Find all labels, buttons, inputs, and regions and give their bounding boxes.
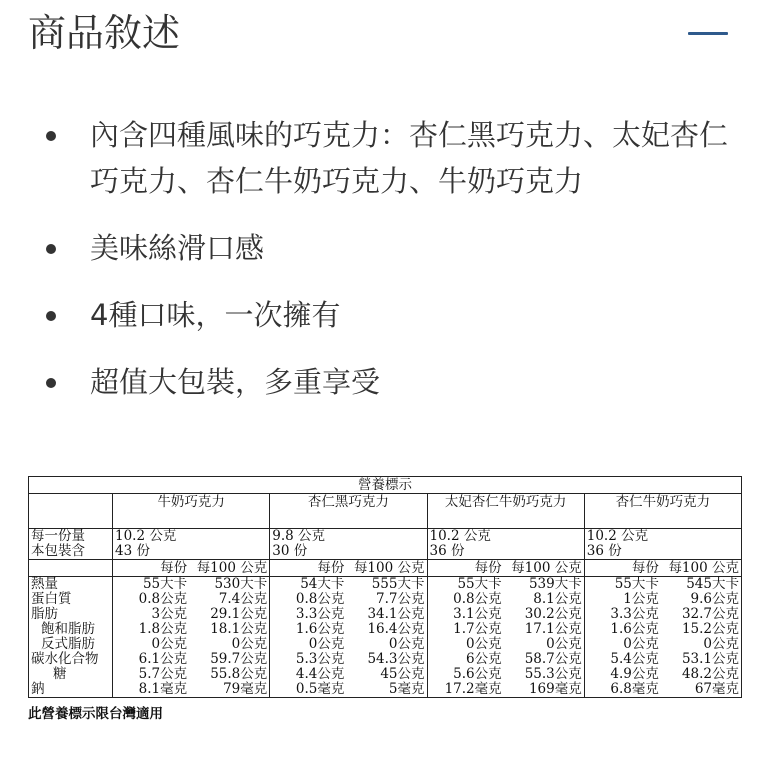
servings-count: 30 份 [272, 543, 308, 559]
per-100g-value: 54.3公克 [367, 651, 425, 667]
per-100g-value: 9.6公克 [690, 591, 739, 607]
per-100g-value: 48.2公克 [681, 666, 739, 682]
serving-size: 10.2 公克 [429, 528, 491, 544]
nutrient-values-col-3 [584, 577, 741, 698]
nutrient-value-row [587, 592, 739, 607]
per-100g-value: 0公克 [388, 636, 425, 652]
serving-size: 10.2 公克 [586, 528, 649, 544]
flavor-header: 杏仁黑巧克力 [270, 494, 427, 529]
per-100g-value: 53.1公克 [681, 651, 739, 667]
per-100g-value: 59.7公克 [210, 651, 268, 667]
nutrient-value-row [115, 622, 267, 637]
serving-values [270, 529, 427, 560]
nutrient-value-row [430, 637, 582, 652]
per-100g-value: 539大卡 [528, 576, 582, 592]
per-serving-value: 17.2毫克 [444, 681, 502, 697]
nutrient-value-row [115, 652, 267, 667]
nutrient-name: 蛋白質 [31, 591, 72, 607]
per-serving-value: 5.3公克 [295, 651, 345, 667]
list-item-text: 超值大包裝，多重享受 [90, 365, 381, 399]
servings-count: 43 份 [115, 543, 150, 559]
serving-values [584, 529, 741, 560]
per-serving-value: 1.6公克 [610, 621, 659, 637]
per-100g-value: 7.7公克 [376, 591, 425, 607]
nutrition-table [28, 476, 742, 698]
flavor-corner [29, 494, 113, 529]
per-header [270, 560, 427, 577]
per-serving-value: 6公克 [466, 651, 502, 667]
nutrient-value-row [272, 592, 424, 607]
list-item [40, 225, 740, 271]
nutrient-value-row [272, 667, 424, 682]
per-serving-value: 54大卡 [300, 576, 345, 592]
nutrient-value-row [587, 622, 739, 637]
per-100g-value: 8.1公克 [533, 591, 582, 607]
nutrient-value-row [587, 682, 739, 697]
per-serving-header: 每份 [631, 560, 659, 576]
per-header [584, 560, 741, 577]
nutrient-name: 熱量 [31, 576, 58, 592]
per-serving-value: 5.4公克 [610, 651, 659, 667]
nutrient-value-row [272, 637, 424, 652]
per-serving-value: 3.3公克 [610, 606, 659, 622]
nutrient-name: 鈉 [31, 681, 45, 697]
nutrition-label [28, 476, 744, 722]
per-serving-value: 0.8公克 [295, 591, 345, 607]
nutrient-value-row [587, 607, 739, 622]
bullet-icon [46, 311, 56, 321]
nutrient-value-row [272, 622, 424, 637]
list-item-text: 美味絲滑口感 [90, 231, 265, 265]
per-100g-value: 5毫克 [388, 681, 425, 697]
nutrient-name: 碳水化合物 [31, 651, 99, 667]
nutrient-value-row [430, 622, 582, 637]
nutrient-value-row [272, 607, 424, 622]
nutrient-name: 糖 [53, 666, 67, 682]
flavor-header: 杏仁牛奶巧克力 [584, 494, 741, 529]
per-serving-value: 0.8公克 [138, 591, 188, 607]
servings-count: 36 份 [586, 543, 622, 559]
per-header [113, 560, 270, 577]
nutrient-value-row [115, 607, 267, 622]
per-100g-value: 16.4公克 [367, 621, 425, 637]
per-serving-value: 3.3公克 [295, 606, 345, 622]
per-serving-value: 6.1公克 [138, 651, 188, 667]
nutrient-value-row [430, 682, 582, 697]
nutrient-value-row [115, 682, 267, 697]
per-100g-header: 每100 公克 [353, 560, 425, 576]
bullet-icon [46, 244, 56, 254]
per-serving-value: 8.1毫克 [138, 681, 188, 697]
per-100g-value: 79毫克 [223, 681, 268, 697]
nutrient-value-row [430, 607, 582, 622]
per-serving-value: 1.8公克 [138, 621, 188, 637]
per-serving-value: 4.9公克 [610, 666, 659, 682]
bullet-icon [46, 378, 56, 388]
per-serving-value: 4.4公克 [295, 666, 345, 682]
per-100g-value: 0公克 [546, 636, 582, 652]
nutrition-caption: 營養標示 [29, 477, 742, 494]
section-header [28, 10, 740, 60]
per-serving-value: 1.6公克 [295, 621, 345, 637]
feature-list [40, 112, 740, 426]
serving-size-label: 每一份量 [31, 528, 85, 544]
flavor-header: 牛奶巧克力 [113, 494, 270, 529]
per-100g-value: 15.2公克 [681, 621, 739, 637]
per-serving-value: 0公克 [151, 636, 188, 652]
list-item [40, 112, 740, 204]
nutrient-value-row [115, 592, 267, 607]
nutrient-value-row [115, 667, 267, 682]
nutrient-names [29, 577, 113, 698]
per-100g-value: 18.1公克 [210, 621, 268, 637]
per-100g-value: 34.1公克 [367, 606, 425, 622]
per-100g-value: 530大卡 [214, 576, 268, 592]
nutrient-value-row [587, 577, 739, 592]
per-serving-value: 0公克 [623, 636, 659, 652]
serving-values [113, 529, 270, 560]
minus-icon [688, 32, 728, 35]
per-100g-value: 55.3公克 [524, 666, 582, 682]
nutrient-values-col-1 [270, 577, 427, 698]
per-serving-value: 5.7公克 [138, 666, 188, 682]
per-header [427, 560, 584, 577]
list-item-text: 4種口味，一次擁有 [90, 298, 341, 332]
per-serving-value: 3.1公克 [453, 606, 502, 622]
per-100g-value: 30.2公克 [524, 606, 582, 622]
per-100g-value: 17.1公克 [524, 621, 582, 637]
per-serving-value: 5.6公克 [453, 666, 502, 682]
per-100g-value: 55.8公克 [210, 666, 268, 682]
per-serving-value: 55大卡 [142, 576, 188, 592]
per-serving-value: 0公克 [308, 636, 345, 652]
per-100g-value: 58.7公克 [524, 651, 582, 667]
collapse-button[interactable] [686, 18, 730, 48]
list-item-text: 內含四種風味的巧克力：杏仁黑巧克力、太妃杏仁巧克力、杏仁牛奶巧克力、牛奶巧克力 [90, 118, 729, 198]
per-100g-value: 0公克 [703, 636, 739, 652]
nutrient-value-row [272, 577, 424, 592]
per-serving-value: 3公克 [151, 606, 188, 622]
nutrient-values-col-2 [427, 577, 584, 698]
nutrient-value-row [587, 667, 739, 682]
nutrient-value-row [430, 577, 582, 592]
per-100g-value: 45公克 [380, 666, 425, 682]
nutrient-value-row [272, 682, 424, 697]
nutrient-value-row [430, 652, 582, 667]
per-serving-value: 0公克 [466, 636, 502, 652]
nutrient-value-row [430, 592, 582, 607]
per-serving-value: 1.7公克 [453, 621, 502, 637]
servings-count: 36 份 [429, 543, 465, 559]
per-100g-header: 每100 公克 [511, 560, 582, 576]
nutrient-value-row [115, 637, 267, 652]
nutrient-value-row [272, 652, 424, 667]
per-serving-value: 0.5毫克 [295, 681, 345, 697]
servings-per-package-label: 本包裝含 [31, 543, 85, 559]
serving-values [427, 529, 584, 560]
serving-size: 10.2 公克 [115, 528, 177, 544]
nutrient-name: 飽和脂肪 [41, 621, 95, 637]
per-serving-value: 55大卡 [614, 576, 659, 592]
per-serving-header: 每份 [317, 560, 345, 576]
nutrient-values-col-0 [113, 577, 270, 698]
serving-size: 9.8 公克 [272, 528, 326, 544]
section-title: 商品敘述 [28, 11, 181, 55]
per-serving-header: 每份 [160, 560, 188, 576]
per-100g-value: 7.4公克 [218, 591, 268, 607]
bullet-icon [46, 131, 56, 141]
nutrient-name: 脂肪 [31, 606, 58, 622]
per-serving-value: 1公克 [623, 591, 659, 607]
per-serving-value: 6.8毫克 [610, 681, 659, 697]
per-100g-value: 29.1公克 [210, 606, 268, 622]
per-100g-header: 每100 公克 [668, 560, 739, 576]
per-100g-value: 555大卡 [371, 576, 425, 592]
per-header-corner [29, 560, 113, 577]
nutrient-value-row [430, 667, 582, 682]
nutrient-value-row [587, 637, 739, 652]
nutrient-name: 反式脂肪 [41, 636, 95, 652]
per-100g-value: 32.7公克 [681, 606, 739, 622]
per-100g-value: 169毫克 [528, 681, 582, 697]
per-100g-value: 67毫克 [694, 681, 739, 697]
flavor-header: 太妃杏仁牛奶巧克力 [427, 494, 584, 529]
nutrition-footnote: 此營養標示限台灣適用 [28, 706, 163, 722]
per-100g-header: 每100 公克 [196, 560, 268, 576]
list-item [40, 359, 740, 405]
nutrient-value-row [587, 652, 739, 667]
list-item [40, 292, 740, 338]
per-100g-value: 545大卡 [686, 576, 739, 592]
serving-labels [29, 529, 113, 560]
per-serving-value: 0.8公克 [453, 591, 502, 607]
per-serving-value: 55大卡 [457, 576, 502, 592]
per-serving-header: 每份 [474, 560, 502, 576]
nutrient-value-row [115, 577, 267, 592]
per-100g-value: 0公克 [231, 636, 268, 652]
